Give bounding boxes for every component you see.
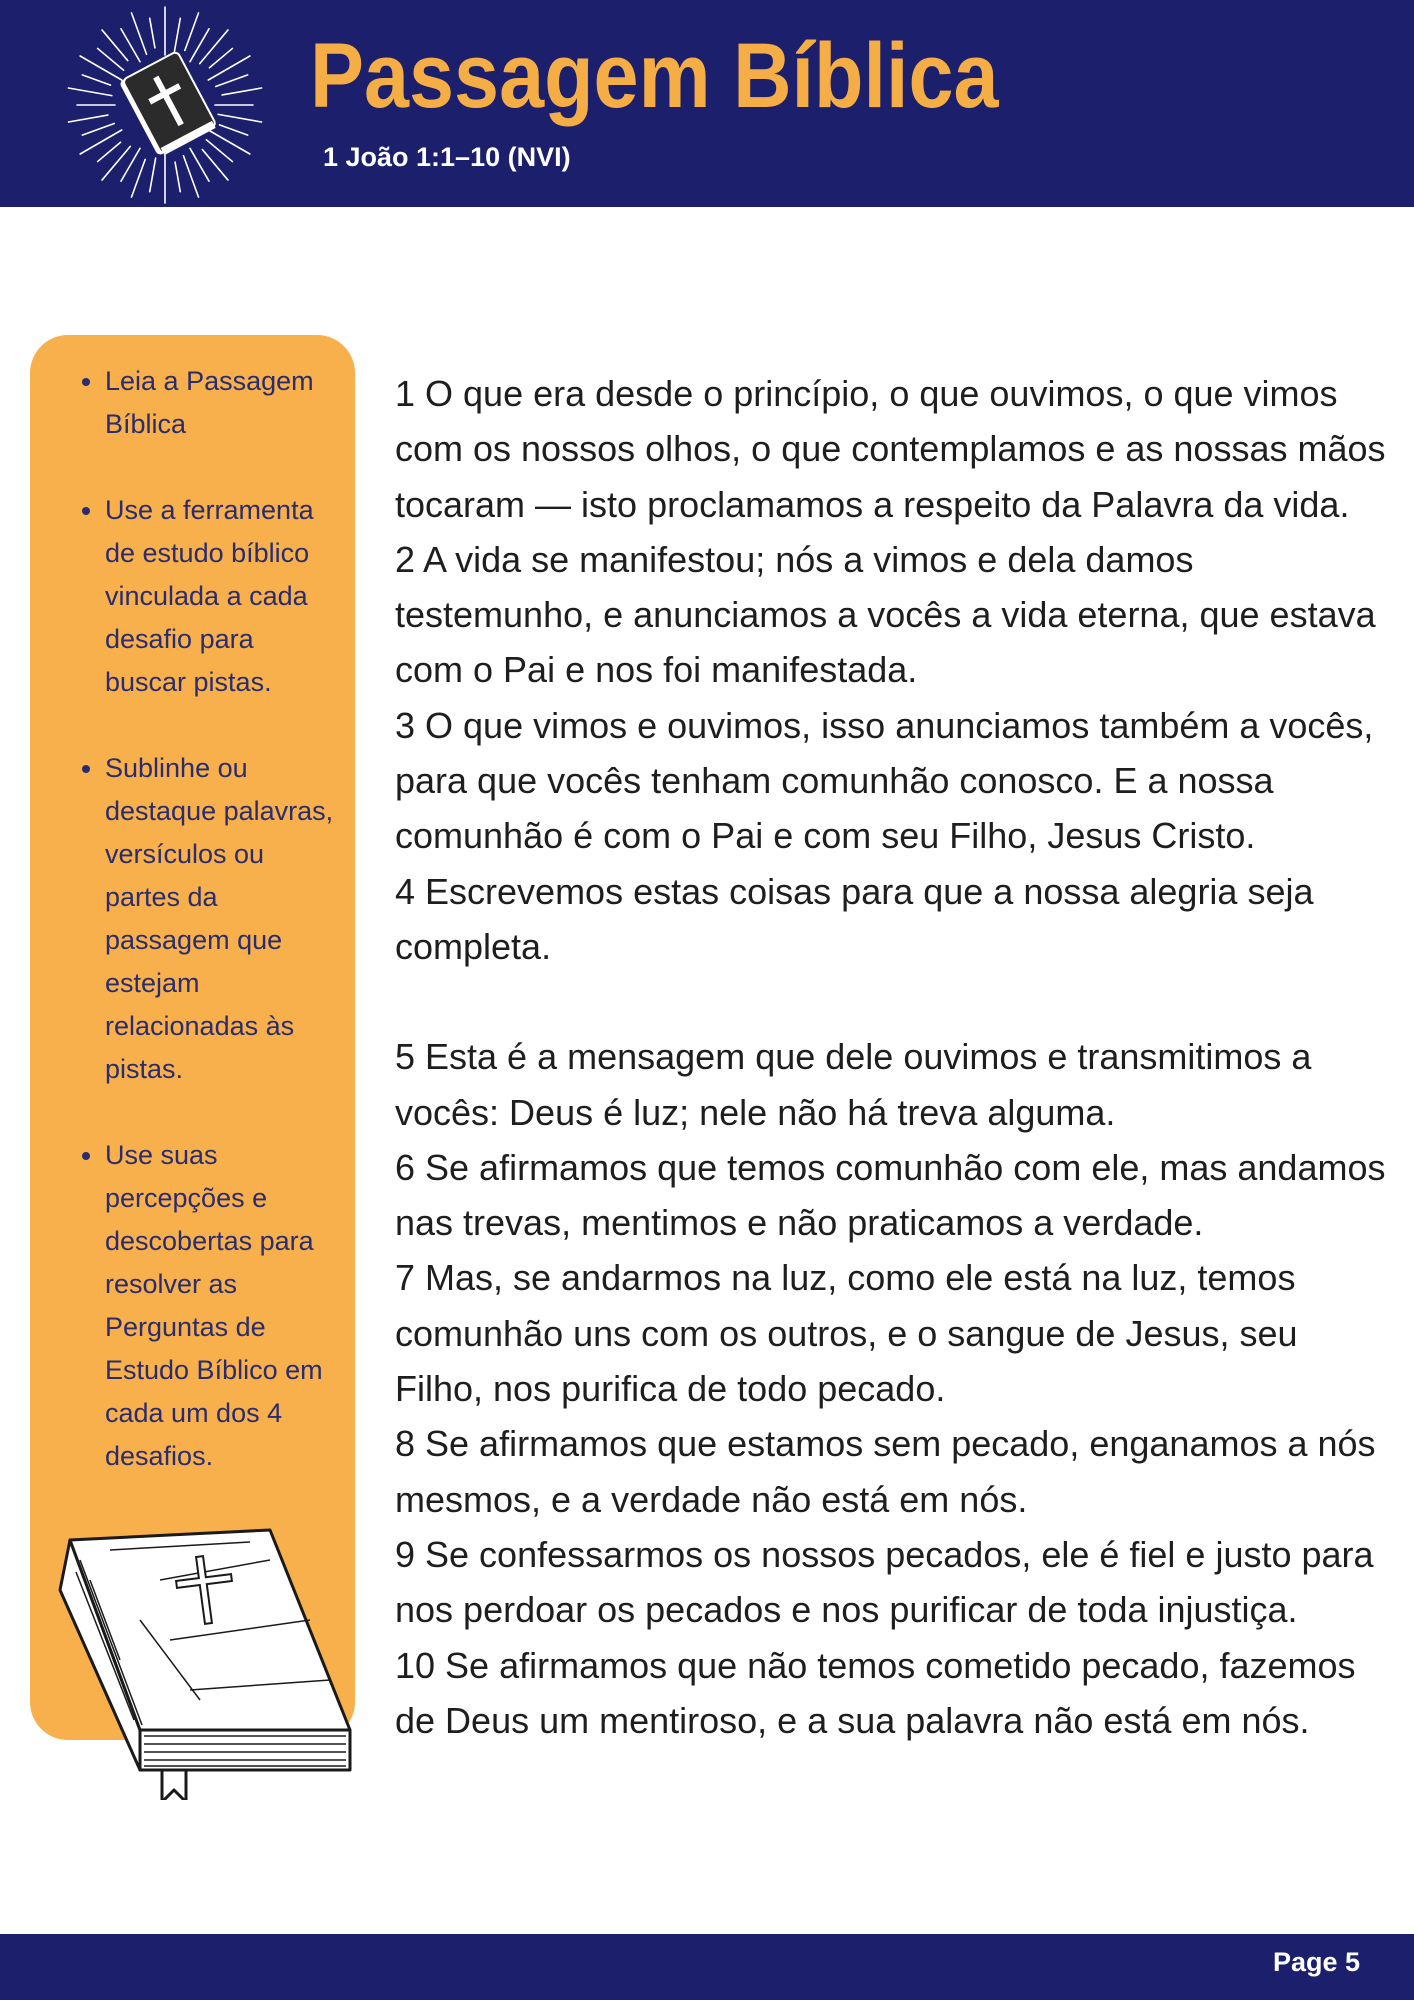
ray-line [175,162,180,192]
verse: 2 A vida se manifestou; nós a vimos e dela damos testemunho, e anunciamos a vocês a vida eterna, que estava com o Pai e nos foi manifestada. [395,538,1376,691]
instructions-list [55,360,340,1521]
ray-line [150,158,156,191]
scripture-reference: 1 João 1:1–10 (NVI) [323,142,571,172]
ray-line [200,30,228,64]
list-item: • Leia a Passagem Bíblica [105,360,340,446]
ray-line [216,75,248,87]
ray-line [174,18,180,51]
passage-paragraph [395,366,1395,974]
ray-line [209,48,232,67]
verse: 5 Esta é a mensagem que dele ouvimos e transmitimos a vocês: Deus é luz; nele não há treva alguma. [395,1036,1312,1133]
verse: 1 O que era desde o princípio, o que ouvimos, o que vimos com os nossos olhos, o que contemplamos e as nossas mãos tocaram — isto proclamamos a respeito da Palavra da vida. [395,373,1386,525]
bible-passage [395,366,1395,1748]
ray-line [102,146,130,180]
page-number: Page 5 [1272,1947,1360,1977]
ray-line [131,13,146,54]
verse: 4 Escrevemos estas coisas para que a nossa alegria seja completa. [395,870,1314,967]
ray-line [150,18,155,48]
list-item: • Use suas percepções e descobertas para resolver as Perguntas de Estudo Bíblico em cada um dos 4 desafios. [105,1134,340,1478]
page-title: Passagem Bíblica [310,25,999,127]
ray-line [68,88,111,96]
ray-line [82,75,110,85]
ray-line [68,115,107,122]
verse: 10 Se afirmamos que não temos cometido pecado, fazemos de Deus um mentiroso, e a sua palavra não está em nós. [395,1644,1356,1741]
bible-rays-icon [60,5,270,205]
list-item: • Sublinhe ou destaque palavras, versículos ou partes da passagem que estejam relacionadas às pistas. [105,747,340,1091]
verse: 6 Se afirmamos que temos comunhão com ele, mas andamos nas trevas, mentimos e não praticamos a verdade. [395,1146,1386,1244]
footer-bar [0,1934,1414,2000]
ray-line [185,13,199,51]
ray-line [220,125,248,135]
bible-book-illustration [50,1520,370,1800]
ray-line [98,142,121,161]
ray-line [222,88,261,95]
ray-line [131,160,145,198]
passage-paragraph [395,1029,1395,1748]
ray-line [82,123,114,135]
verse: 8 Se afirmamos que estamos sem pecado, enganamos a nós mesmos, e a verdade não está em nós. [395,1423,1376,1520]
ray-line [183,156,198,197]
ray-line [218,114,261,122]
verse: 7 Mas, se andarmos na luz, como ele está na luz, temos comunhão uns com os outros, e o sangue de Jesus, seu Filho, nos purifica de todo pecado. [395,1257,1298,1410]
list-item: • Use a ferramenta de estudo bíblico vinculada a cada desafio para buscar pistas. [105,489,340,704]
verse: 9 Se confessarmos os nossos pecados, ele é fiel e justo para nos perdoar os pecados e nos purificar de toda injustiça. [395,1533,1374,1631]
verse: 3 O que vimos e ouvimos, isso anunciamos também a vocês, para que vocês tenham comunhão conosco. E a nossa comunhão é com o Pai e com seu Filho, Jesus Cristo. [395,704,1374,857]
